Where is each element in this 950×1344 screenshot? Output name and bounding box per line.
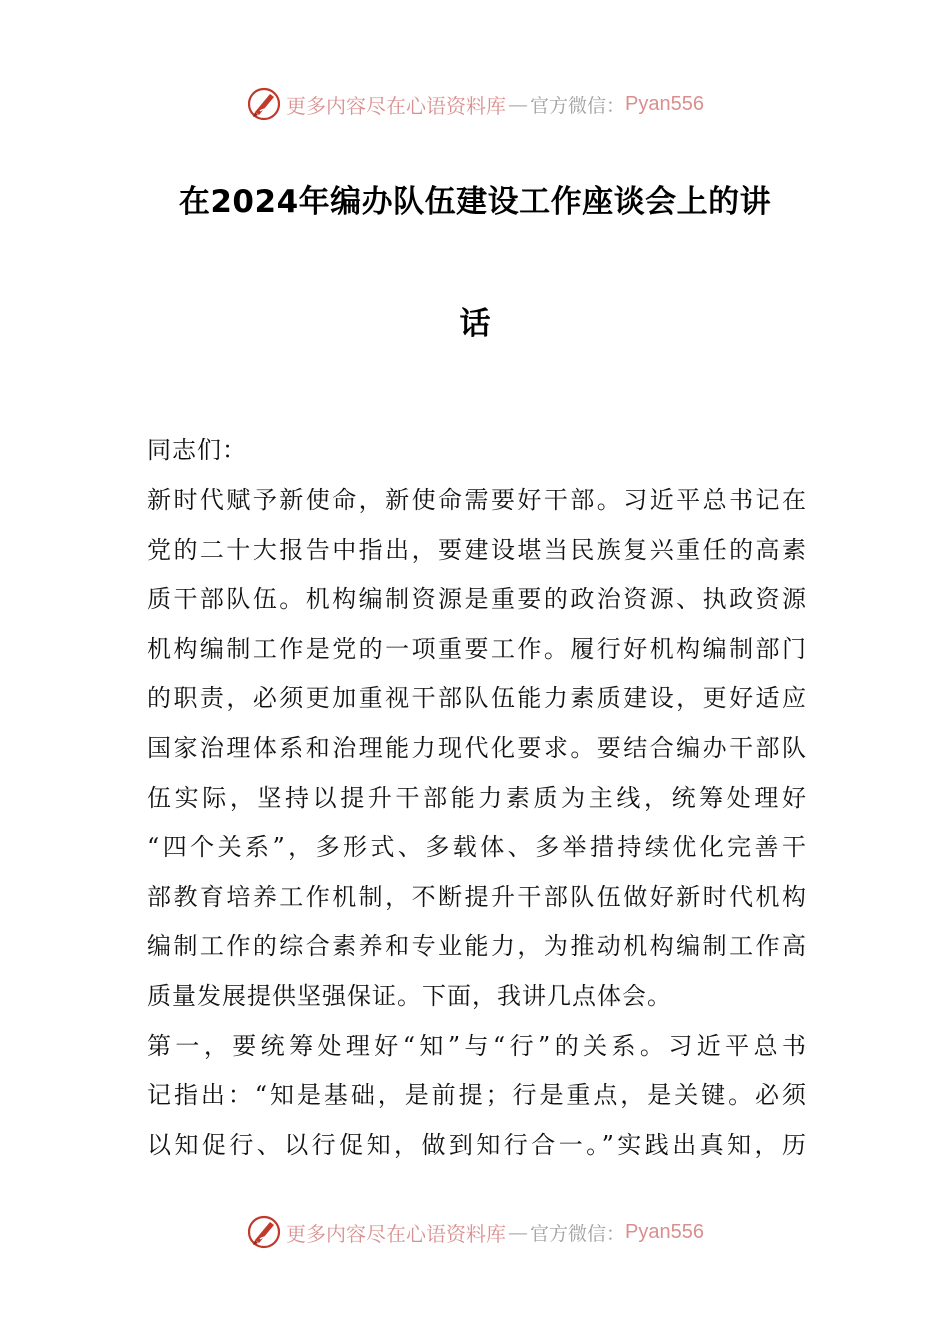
body-line: 以知促行、以行促知，做到知行合一。”实践出真知，历 — [147, 1131, 807, 1159]
body-line: 质干部队伍。机构编制资源是重要的政治资源、执政资源 — [147, 585, 807, 613]
body-line: 新时代赋予新使命，新使命需要好干部。习近平总书记在 — [147, 486, 807, 514]
watermark-wechat-label: 官方微信： — [530, 1222, 626, 1245]
body-line: 部教育培养工作机制，不断提升干部队伍做好新时代机构 — [147, 883, 807, 911]
watermark-wechat-id: Pyan556 — [625, 92, 704, 115]
body-line: “四个关系”，多形式、多载体、多举措持续优化完善干 — [147, 833, 807, 861]
watermark-separator: — — [508, 92, 528, 116]
watermark-wechat-id: Pyan556 — [625, 1220, 704, 1243]
body-line: 的职责，必须更加重视干部队伍能力素质建设，更好适应 — [147, 684, 807, 712]
pen-logo-icon — [246, 86, 282, 122]
salutation-line: 同志们： — [147, 436, 247, 464]
watermark-wechat-label: 官方微信： — [530, 94, 626, 117]
footer-watermark — [0, 1212, 950, 1252]
pen-logo-icon — [246, 1214, 282, 1250]
document-title-line1: 在2024年编办队伍建设工作座谈会上的讲 — [178, 184, 772, 220]
body-line: 国家治理体系和治理能力现代化要求。要结合编办干部队 — [147, 734, 807, 762]
body-line: 记指出：“知是基础，是前提；行是重点，是关键。必须 — [147, 1081, 807, 1109]
watermark-site-text: 更多内容尽在心语资料库 — [286, 1221, 506, 1246]
body-line: 党的二十大报告中指出，要建设堪当民族复兴重任的高素 — [147, 536, 807, 564]
watermark-separator: — — [508, 1220, 528, 1244]
document-title-line2: 话 — [459, 306, 491, 342]
body-line: 伍实际，坚持以提升干部能力素质为主线，统筹处理好 — [147, 784, 807, 812]
watermark-site-text: 更多内容尽在心语资料库 — [286, 93, 506, 118]
body-line: 第一，要统筹处理好“知”与“行”的关系。习近平总书 — [147, 1032, 807, 1060]
body-line: 质量发展提供坚强保证。下面，我讲几点体会。 — [147, 982, 672, 1010]
body-line: 编制工作的综合素养和专业能力，为推动机构编制工作高 — [147, 932, 807, 960]
header-watermark — [0, 84, 950, 124]
body-line: 机构编制工作是党的一项重要工作。履行好机构编制部门 — [147, 635, 807, 663]
